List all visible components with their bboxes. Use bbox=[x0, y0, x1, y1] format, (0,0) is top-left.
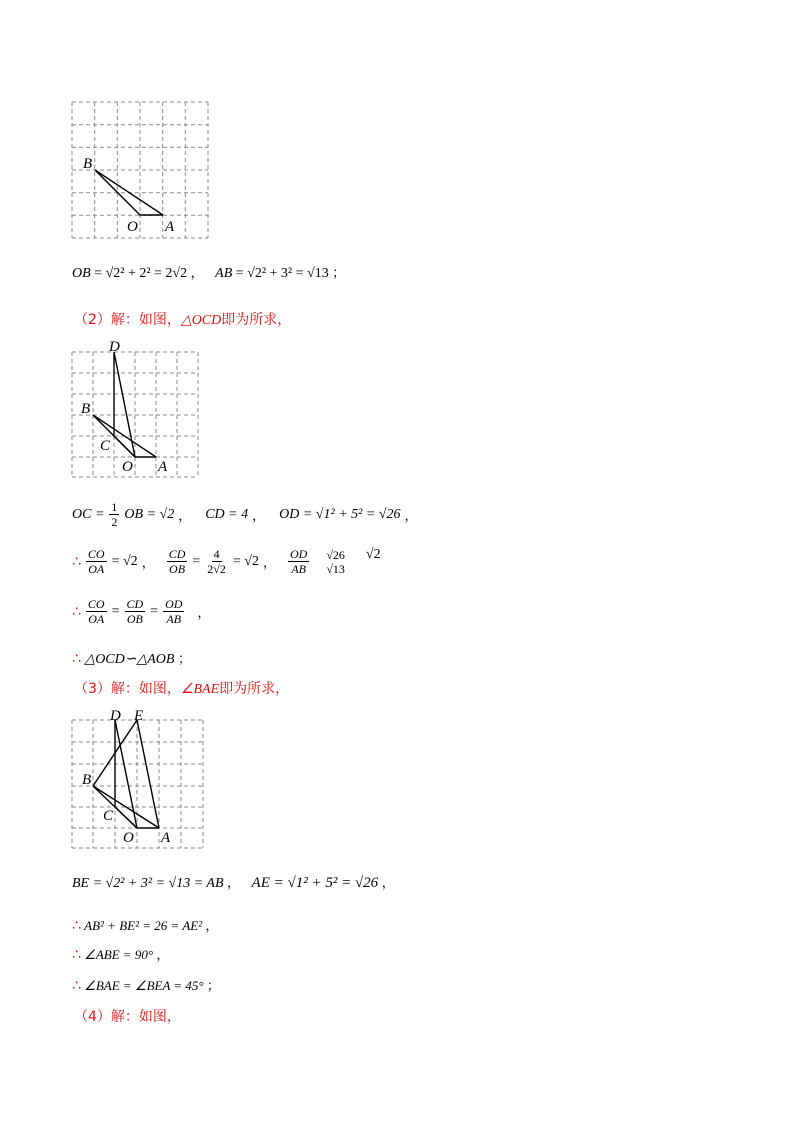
part-4-heading bbox=[74, 1006, 181, 1026]
line-oc-cd-od bbox=[72, 500, 417, 529]
label-a: A bbox=[161, 830, 171, 846]
therefore-symbol: ∴ bbox=[72, 553, 81, 570]
label-b: B bbox=[83, 156, 93, 172]
line-ob-ab bbox=[72, 262, 345, 282]
val: √2 bbox=[365, 547, 381, 562]
label-o: O bbox=[123, 830, 134, 846]
sep: ， bbox=[227, 876, 241, 891]
label-a: A bbox=[165, 219, 175, 235]
den: OB bbox=[169, 562, 186, 576]
fraction-od-ab bbox=[288, 547, 309, 576]
similar-text: △OCD∽△AOB bbox=[84, 652, 175, 667]
part-3-tail: 即为所求， bbox=[219, 681, 290, 697]
ab-lhs: AB bbox=[215, 266, 233, 281]
therefore-symbol: ∴ bbox=[72, 947, 81, 963]
end: ； bbox=[177, 652, 191, 667]
den: OB bbox=[126, 612, 143, 626]
part-2-label: （2）解：如图， bbox=[74, 312, 181, 328]
end: ， bbox=[156, 948, 170, 963]
label-b: B bbox=[82, 772, 92, 788]
den: √13 bbox=[326, 561, 345, 576]
eq: = bbox=[111, 603, 120, 619]
figure-1 bbox=[70, 100, 215, 245]
part-2-heading bbox=[74, 309, 291, 329]
ae-text: AE = √1² + 5² = √26 bbox=[251, 875, 379, 891]
ab-eq: = √2² + 3² = √13 bbox=[235, 266, 329, 281]
den: OA bbox=[88, 612, 105, 626]
line-similar bbox=[72, 648, 191, 668]
line-right-angle bbox=[72, 944, 169, 963]
figure-2 bbox=[70, 337, 205, 482]
angle-45-text: ∠BAE = ∠BEA = 45° bbox=[84, 978, 204, 993]
therefore-symbol: ∴ bbox=[72, 603, 81, 620]
end: ， bbox=[404, 509, 418, 524]
triangle-ocd-label: △OCD bbox=[180, 313, 222, 328]
label-c: C bbox=[103, 808, 114, 824]
line-pythagoras bbox=[72, 915, 218, 934]
sep: ， bbox=[190, 266, 204, 281]
part-3-heading bbox=[74, 678, 289, 698]
half-den: 2 bbox=[111, 515, 118, 529]
od-text: OD = √1² + 5² = √26 bbox=[279, 506, 401, 522]
eq: = bbox=[150, 603, 159, 619]
oc-text: OC = bbox=[72, 506, 105, 522]
sep: ， bbox=[262, 556, 276, 571]
den: OA bbox=[88, 562, 105, 576]
fraction-4-2root2 bbox=[205, 547, 228, 576]
pythagoras-text: AB² + BE² = 26 = AE² bbox=[84, 918, 203, 933]
part-4-label: （4）解：如图， bbox=[74, 1009, 181, 1025]
label-a: A bbox=[158, 459, 168, 475]
therefore-symbol: ∴ bbox=[72, 978, 81, 994]
end: ； bbox=[332, 266, 346, 281]
sep: ， bbox=[178, 509, 192, 524]
line-equal-ratios bbox=[72, 597, 210, 626]
eq: = bbox=[192, 553, 201, 569]
ob-eq: = √2² + 2² = 2√2 bbox=[94, 266, 188, 281]
num: OD bbox=[165, 597, 183, 611]
fraction-co-oa bbox=[86, 597, 107, 626]
part-2-tail: 即为所求， bbox=[221, 312, 292, 328]
be-text: BE = √2² + 3² = √13 = AB bbox=[72, 876, 224, 891]
num: 4 bbox=[213, 547, 220, 561]
num: CD bbox=[168, 547, 186, 561]
right-angle-text: ∠ABE = 90° bbox=[84, 947, 154, 962]
val: = √2 bbox=[232, 553, 259, 569]
therefore-symbol: ∴ bbox=[72, 918, 81, 934]
half-fraction bbox=[109, 500, 119, 529]
line-be-ae bbox=[72, 872, 395, 892]
end: ； bbox=[206, 979, 220, 994]
angle-bae-label: ∠BAE bbox=[180, 682, 220, 697]
therefore-symbol: ∴ bbox=[72, 651, 81, 667]
num: √26 bbox=[326, 547, 345, 562]
figure-1-grid bbox=[72, 102, 208, 238]
half-num: 1 bbox=[111, 500, 118, 514]
den: AB bbox=[291, 562, 306, 576]
label-d: D bbox=[109, 339, 120, 355]
fraction-od-ab bbox=[163, 597, 184, 626]
label-o: O bbox=[122, 459, 133, 475]
ob-lhs: OB bbox=[72, 266, 91, 281]
sep: ， bbox=[252, 509, 266, 524]
end: ， bbox=[381, 876, 395, 891]
cd-text: CD = 4 bbox=[205, 506, 249, 522]
fraction-co-oa bbox=[86, 547, 107, 576]
den: AB bbox=[166, 612, 182, 626]
line-45-degrees bbox=[72, 975, 220, 994]
fraction-cd-ob bbox=[167, 547, 188, 576]
val: = √2 bbox=[111, 553, 138, 569]
fraction-cd-ob bbox=[125, 597, 146, 626]
label-d: D bbox=[110, 708, 121, 724]
sep: ， bbox=[141, 556, 155, 571]
end: ， bbox=[197, 606, 211, 621]
label-o: O bbox=[127, 219, 138, 235]
figure-3-grid bbox=[72, 720, 203, 848]
num: CO bbox=[87, 547, 105, 561]
end: ， bbox=[205, 919, 219, 934]
num: OD bbox=[289, 547, 308, 561]
line-ratios bbox=[72, 547, 381, 576]
label-c: C bbox=[100, 438, 111, 454]
num: CD bbox=[126, 597, 144, 611]
figure-2-grid bbox=[72, 352, 198, 477]
fraction-root26-root13 bbox=[324, 548, 347, 576]
label-b: B bbox=[81, 401, 91, 417]
ob-tail: OB = √2 bbox=[124, 506, 175, 522]
den: 2√2 bbox=[207, 562, 226, 576]
figure-3 bbox=[70, 706, 210, 851]
num: CO bbox=[87, 597, 105, 611]
label-e: E bbox=[134, 708, 144, 724]
part-3-label: （3）解：如图， bbox=[74, 681, 181, 697]
